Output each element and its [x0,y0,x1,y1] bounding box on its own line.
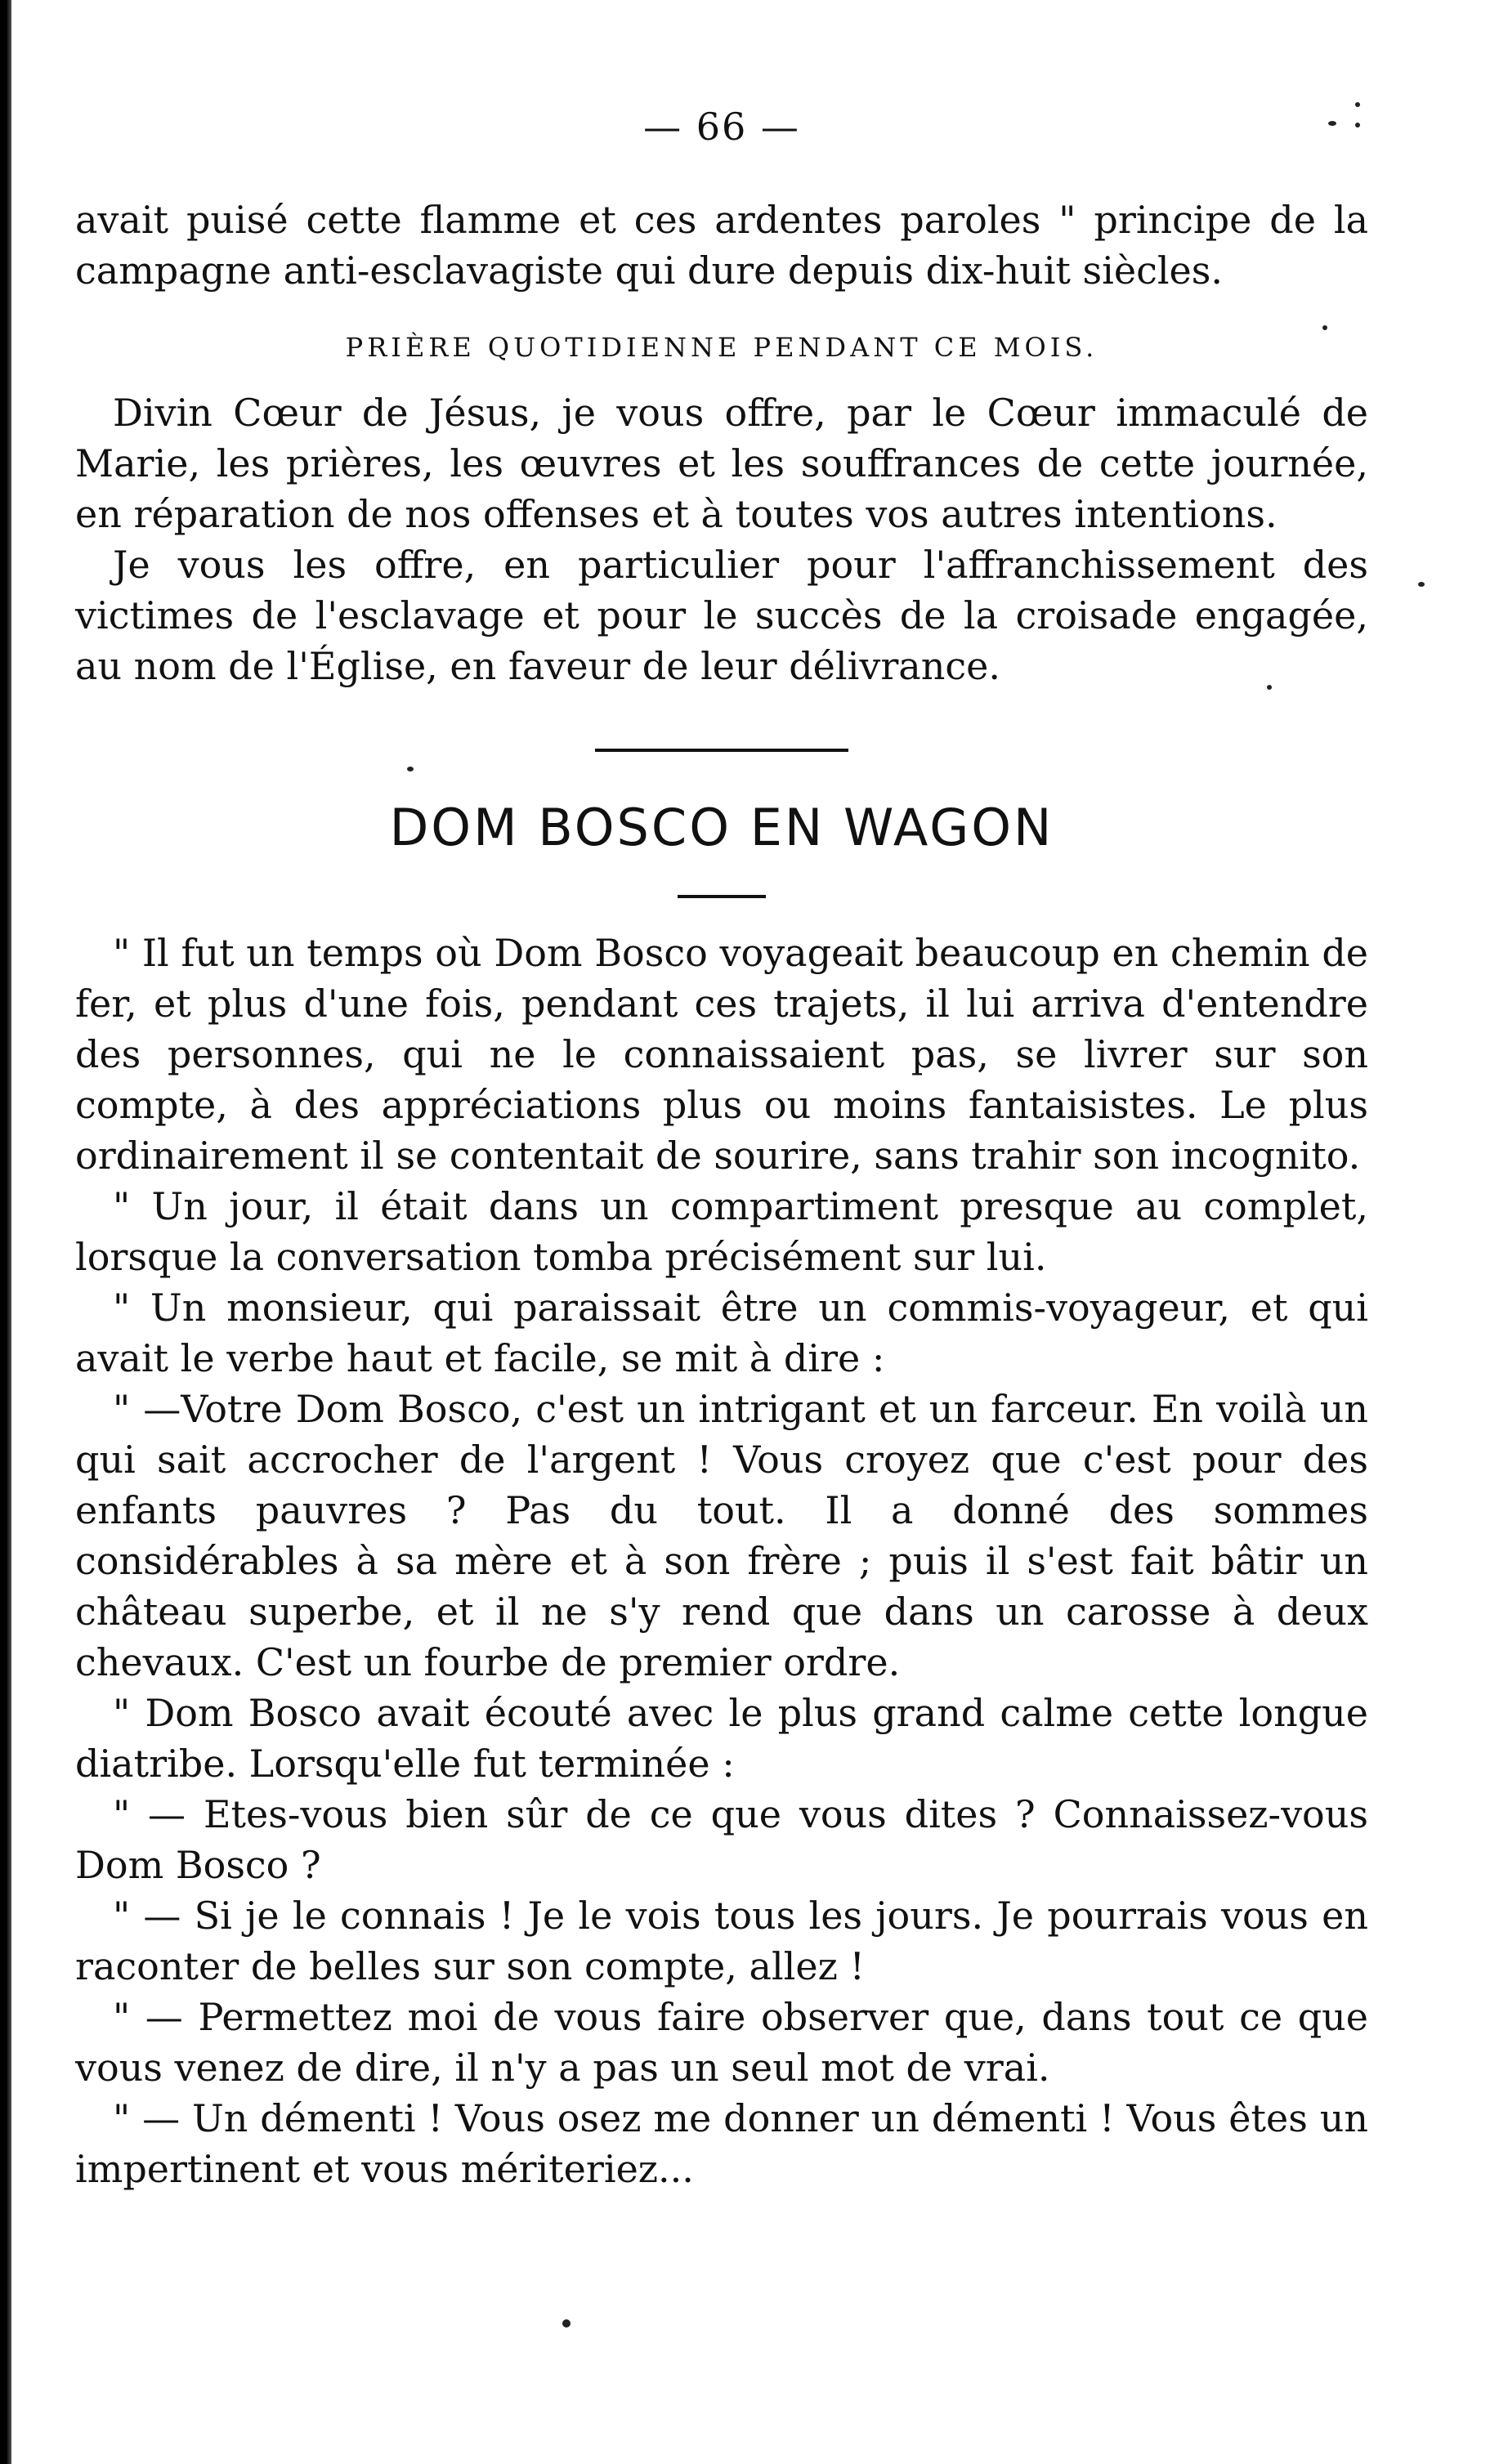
page-number: — 66 — [643,105,800,149]
article-paragraph: " — Permettez moi de vous faire observer que, dans tout ce que vous venez de dire, il n'y a pas un seul mot de vrai. [75,1995,1368,2090]
article-paragraph: " Il fut un temps où Dom Bosco voyageait beaucoup en chemin de fer, et plus d'une fois, pendant ces trajets, il lui arriva d'entendre des personnes, qui ne le connaissaient pas, se livrer sur son compte, à des appréciations plus ou moins fantaisistes. Le plus ordinairement il se contentait de sourire, sans trahir son incognito. [75,931,1368,1178]
article-paragraph: " —Votre Dom Bosco, c'est un intrigant et un farceur. En voilà un qui sait accrocher de l'argent ! Vous croyez que c'est pour des enfants pauvres ? Pas du tout. Il a donné des sommes considérables à sa mère et à son frère ; puis il s'est fait bâtir un château superbe, et il ne s'y rend que dans un carosse à deux chevaux. C'est un fourbe de premier ordre. [75,1387,1368,1684]
article-paragraph: " Dom Bosco avait écouté avec le plus grand calme cette longue diatribe. Lorsqu'elle fut terminée : [75,1691,1368,1786]
scan-speck [1418,582,1425,587]
article-title: DOM BOSCO EN WAGON [389,798,1054,857]
article-paragraph: " Un jour, il était dans un compartiment presque au complet, lorsque la conversation tomba précisément sur lui. [75,1184,1368,1279]
book-page [75,105,1368,2194]
scan-left-edge [0,0,11,2464]
article-paragraph: " — Si je le connais ! Je le vois tous les jours. Je pourrais vous en raconter de belles sur son compte, allez ! [75,1894,1368,1988]
prayer-paragraph: Je vous les offre, en particulier pour l'affranchissement des victimes de l'esclavage et pour le succès de la croisade engagée, au nom de l'Église, en faveur de leur délivrance. [75,543,1368,688]
opening-paragraph: avait puisé cette flamme et ces ardentes paroles " principe de la campagne anti-esclavagiste qui dure depuis dix-huit siècles. [75,198,1368,293]
article-paragraph: " Un monsieur, qui paraissait être un commis-voyageur, et qui avait le verbe haut et facile, se mit à dire : [75,1286,1368,1380]
title-underline [678,895,766,898]
prayer-paragraph: Divin Cœur de Jésus, je vous offre, par le Cœur immaculé de Marie, les prières, les œuvres et les souffrances de cette journée, en réparation de nos offenses et à toutes vos autres intentions. [75,391,1368,536]
article-paragraph: " — Etes-vous bien sûr de ce que vous dites ? Connaissez-vous Dom Bosco ? [75,1792,1368,1887]
prayer-heading: PRIÈRE QUOTIDIENNE PENDANT CE MOIS. [345,332,1099,363]
section-divider [595,749,848,752]
scan-speck [562,2319,571,2328]
article-paragraph: " — Un démenti ! Vous osez me donner un démenti ! Vous êtes un impertinent et vous mériteriez... [75,2096,1368,2191]
